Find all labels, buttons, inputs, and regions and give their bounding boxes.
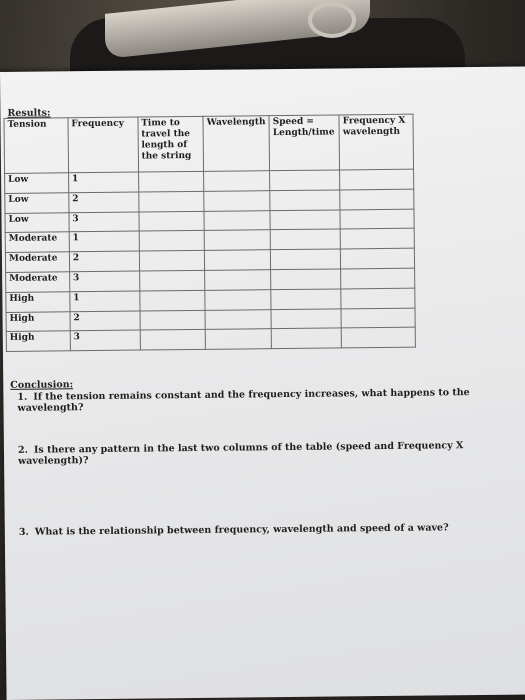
product-cell xyxy=(341,328,415,349)
wavelength-cell xyxy=(205,329,271,349)
tension-cell: Moderate xyxy=(5,252,69,272)
time-cell xyxy=(139,211,205,231)
wavelength-cell xyxy=(205,270,271,290)
time-cell xyxy=(138,191,204,211)
question-number: 2. xyxy=(17,444,28,456)
results-table xyxy=(3,114,415,352)
column-header: Time to travel the length of the string xyxy=(138,116,204,172)
time-cell xyxy=(139,270,205,290)
conclusion-label: Conclusion: xyxy=(10,379,74,391)
tension-cell: High xyxy=(6,292,70,312)
product-cell xyxy=(340,189,414,210)
time-cell xyxy=(138,171,204,191)
frequency-cell: 2 xyxy=(69,192,139,213)
product-cell xyxy=(341,248,415,269)
time-cell xyxy=(140,310,206,330)
speed-cell xyxy=(270,170,340,191)
question-text: What is the relationship between frequency, wavelength and speed of a wave? xyxy=(34,522,449,538)
column-header: Frequency xyxy=(68,117,138,173)
speed-cell xyxy=(271,269,341,290)
tension-cell: Moderate xyxy=(6,272,70,292)
question-item xyxy=(18,440,498,467)
wavelength-cell xyxy=(204,171,270,191)
column-header: Wavelength xyxy=(203,116,270,172)
clipboard-ring xyxy=(308,2,356,38)
column-header: Speed = Length/time xyxy=(269,115,340,171)
wavelength-cell xyxy=(204,210,270,230)
product-cell xyxy=(341,268,415,289)
speed-cell xyxy=(271,289,341,310)
worksheet-paper xyxy=(0,67,525,700)
tension-cell: Low xyxy=(5,173,69,193)
tension-cell: Low xyxy=(5,193,69,213)
question-text: If the tension remains constant and the frequency increases, what happens to the wavelength? xyxy=(17,387,470,414)
tension-cell: Low xyxy=(5,212,69,232)
wavelength-cell xyxy=(205,250,271,270)
tension-cell: Moderate xyxy=(5,232,69,252)
wavelength-cell xyxy=(204,230,270,250)
frequency-cell: 2 xyxy=(70,311,140,332)
time-cell xyxy=(139,290,205,310)
frequency-cell: 1 xyxy=(68,172,138,193)
table-header-row xyxy=(4,114,414,173)
speed-cell xyxy=(270,190,340,211)
speed-cell xyxy=(271,328,341,349)
tension-cell: High xyxy=(6,331,70,351)
tension-cell: High xyxy=(6,311,70,331)
product-cell xyxy=(341,288,415,309)
results-label: Results: xyxy=(7,107,51,119)
frequency-cell: 1 xyxy=(69,231,139,252)
frequency-cell: 3 xyxy=(69,271,139,292)
speed-cell xyxy=(271,249,341,270)
frequency-cell: 3 xyxy=(69,212,139,233)
table-row xyxy=(6,328,415,352)
time-cell xyxy=(139,231,205,251)
wavelength-cell xyxy=(205,309,271,329)
product-cell xyxy=(340,169,414,190)
product-cell xyxy=(340,229,414,250)
speed-cell xyxy=(270,210,340,231)
column-header: Tension xyxy=(4,118,68,174)
frequency-cell: 3 xyxy=(70,330,140,351)
column-header: Frequency X wavelength xyxy=(339,114,413,170)
wavelength-cell xyxy=(205,289,271,309)
product-cell xyxy=(340,209,414,230)
frequency-cell: 2 xyxy=(69,251,139,272)
question-text: Is there any pattern in the last two columns of the table (speed and Frequency X wavelength)? xyxy=(18,440,464,467)
question-item xyxy=(17,387,497,414)
speed-cell xyxy=(271,309,341,330)
time-cell xyxy=(140,330,206,350)
question-number: 1. xyxy=(17,391,28,403)
time-cell xyxy=(139,251,205,271)
speed-cell xyxy=(270,229,340,250)
wavelength-cell xyxy=(204,190,270,210)
question-item xyxy=(19,522,499,538)
question-number: 3. xyxy=(18,526,29,538)
frequency-cell: 1 xyxy=(70,291,140,312)
product-cell xyxy=(341,308,415,329)
